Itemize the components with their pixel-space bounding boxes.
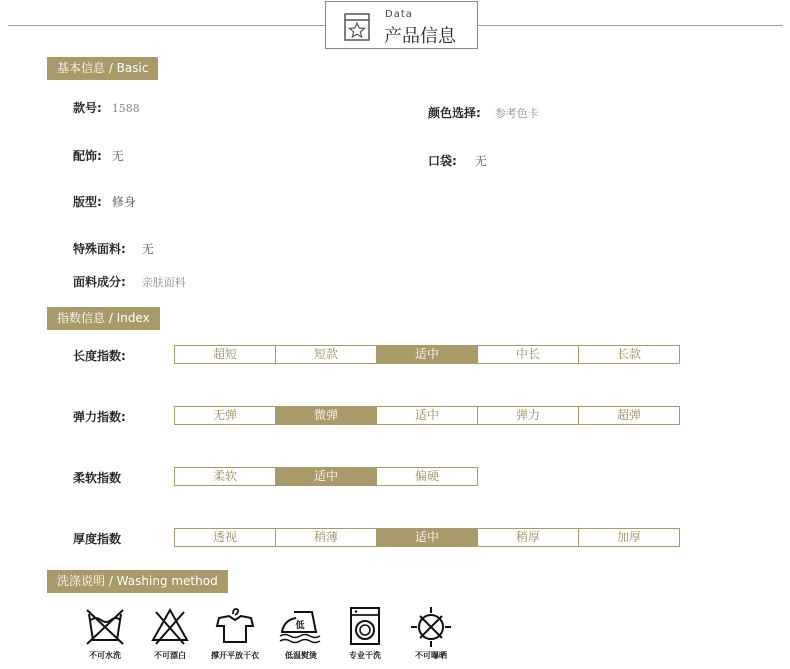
field-fit bbox=[73, 193, 136, 210]
section-basic-tag: 基本信息 / Basic bbox=[47, 57, 158, 80]
index-label-elasticity: 弹力指数: bbox=[73, 410, 126, 424]
dry-clean-icon bbox=[345, 606, 385, 646]
wash-item-low-iron bbox=[271, 606, 331, 661]
field-value: 1588 bbox=[111, 102, 140, 115]
wash-label: 低温熨烫 bbox=[285, 651, 317, 660]
field-label: 口袋: bbox=[428, 154, 457, 168]
index-option: 稍厚 bbox=[478, 529, 579, 546]
low-iron-text: 低 bbox=[295, 621, 305, 631]
index-option: 超短 bbox=[175, 346, 276, 363]
wash-item-dry-clean bbox=[335, 606, 395, 661]
index-option-selected: 适中 bbox=[377, 529, 478, 546]
index-option: 中长 bbox=[478, 346, 579, 363]
index-option: 稍薄 bbox=[276, 529, 377, 546]
index-label-thickness: 厚度指数 bbox=[73, 532, 122, 546]
index-option: 弹力 bbox=[478, 407, 579, 424]
no-bleach-icon bbox=[150, 606, 190, 646]
field-label: 颜色选择: bbox=[428, 106, 481, 120]
wash-label: 不可水洗 bbox=[89, 651, 121, 660]
index-option: 无弹 bbox=[175, 407, 276, 424]
index-bar-length bbox=[174, 345, 680, 364]
header-rule-right bbox=[478, 25, 783, 26]
page-title: 产品信息 bbox=[384, 26, 456, 47]
index-bar-softness bbox=[174, 467, 478, 486]
no-sun-dry-icon bbox=[409, 606, 453, 648]
index-option: 超弹 bbox=[579, 407, 679, 424]
field-value: 参考色卡 bbox=[494, 107, 539, 120]
field-label: 版型: bbox=[73, 195, 102, 209]
wash-label: 撑开平放干衣 bbox=[211, 651, 259, 660]
wash-item-no-sun bbox=[401, 606, 461, 661]
wash-item-no-bleach bbox=[140, 606, 200, 661]
index-label-softness: 柔软指数 bbox=[73, 471, 122, 485]
no-water-wash-icon bbox=[85, 606, 125, 646]
field-label: 面料成分: bbox=[73, 275, 126, 289]
index-label-length: 长度指数: bbox=[73, 349, 126, 363]
index-option: 适中 bbox=[377, 407, 478, 424]
index-option: 长款 bbox=[579, 346, 679, 363]
field-color bbox=[428, 104, 539, 121]
header-subtitle: Data bbox=[385, 9, 413, 20]
index-option: 柔软 bbox=[175, 468, 276, 485]
wash-item-hang-dry bbox=[205, 606, 265, 661]
index-option-selected: 适中 bbox=[276, 468, 377, 485]
header-box bbox=[325, 1, 478, 49]
field-label: 配饰: bbox=[73, 149, 102, 163]
index-bar-elasticity bbox=[174, 406, 680, 425]
wash-label: 专业干洗 bbox=[349, 651, 381, 660]
field-special-fabric bbox=[73, 240, 154, 257]
field-value: 无 bbox=[111, 149, 124, 163]
field-value: 亲肤面料 bbox=[141, 276, 186, 289]
field-value: 无 bbox=[141, 242, 154, 256]
wash-label: 不可曝晒 bbox=[415, 651, 447, 660]
field-value: 无 bbox=[474, 154, 487, 168]
index-option-selected: 微弹 bbox=[276, 407, 377, 424]
field-pocket bbox=[428, 152, 487, 169]
field-style-no bbox=[73, 99, 140, 116]
section-index-tag: 指数信息 / Index bbox=[47, 307, 160, 330]
index-option: 短款 bbox=[276, 346, 377, 363]
index-option: 加厚 bbox=[579, 529, 679, 546]
field-label: 特殊面料: bbox=[73, 242, 126, 256]
field-composition bbox=[73, 273, 186, 290]
hang-dry-icon bbox=[215, 606, 255, 646]
field-accessories bbox=[73, 147, 124, 164]
field-label: 款号: bbox=[73, 101, 102, 115]
wash-item-no-water bbox=[75, 606, 135, 661]
field-value: 修身 bbox=[111, 195, 136, 209]
index-option: 透视 bbox=[175, 529, 276, 546]
section-washing-tag: 洗涤说明 / Washing method bbox=[47, 570, 228, 593]
low-iron-icon bbox=[278, 606, 324, 646]
index-bar-thickness bbox=[174, 528, 680, 547]
header-rule-left bbox=[8, 25, 326, 26]
star-document-icon bbox=[344, 13, 370, 41]
index-option: 偏硬 bbox=[377, 468, 477, 485]
index-option-selected: 适中 bbox=[377, 346, 478, 363]
wash-label: 不可漂白 bbox=[154, 651, 186, 660]
